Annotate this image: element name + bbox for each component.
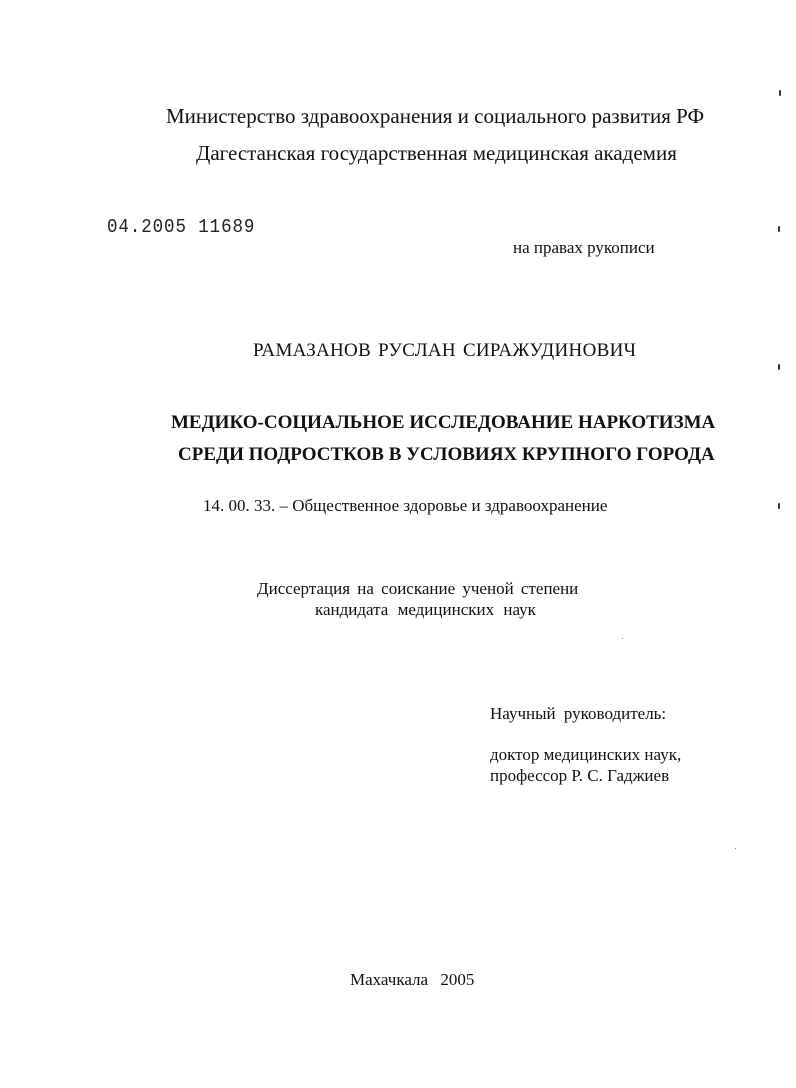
advisor-label: Научный руководитель:	[490, 704, 667, 723]
scan-speck	[622, 638, 623, 639]
thesis-title-line-2: СРЕДИ ПОДРОСТКОВ В УСЛОВИЯХ КРУПНОГО ГОРОДА	[178, 444, 715, 465]
author-name	[253, 341, 643, 360]
dissertation-type-line-1: Диссертация на соискание ученой степени	[257, 579, 579, 598]
specialty-code: 14. 00. 33. – Общественное здоровье и здравоохранение	[203, 496, 608, 515]
author-patronymic: СИРАЖУДИНОВИЧ	[462, 340, 637, 361]
scan-mark	[779, 90, 781, 96]
manuscript-note: на правах рукописи	[513, 238, 655, 257]
ministry-heading: Министерство здравоохранения и социального развития РФ	[166, 104, 705, 128]
dissertation-type-line-2: кандидата медицинских наук	[315, 600, 536, 619]
scan-speck	[735, 848, 736, 849]
academy-heading: Дагестанская государственная медицинская академия	[196, 141, 677, 165]
scan-mark	[778, 364, 780, 370]
scan-mark	[778, 226, 780, 232]
scan-mark	[778, 503, 780, 509]
registration-stamp: 04.2005 11689	[107, 216, 256, 238]
advisor-degree: доктор медицинских наук,	[490, 745, 682, 764]
author-first-name: РУСЛАН	[378, 340, 456, 361]
city-year: Махачкала 2005	[350, 970, 475, 989]
thesis-title-line-1: МЕДИКО-СОЦИАЛЬНОЕ ИССЛЕДОВАНИЕ НАРКОТИЗМА	[171, 412, 716, 433]
advisor-name: профессор Р. С. Гаджиев	[490, 766, 670, 785]
author-surname: РАМАЗАНОВ	[253, 340, 372, 361]
